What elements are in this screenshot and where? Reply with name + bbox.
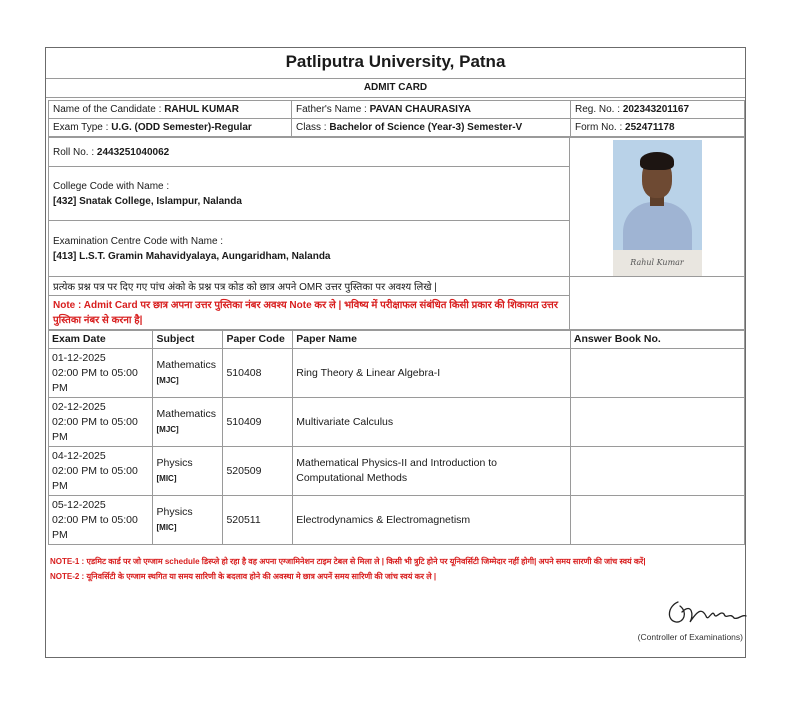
table-row [49,496,745,545]
paper-name: Ring Theory & Linear Algebra-I [293,349,571,398]
table-row [49,398,745,447]
college-cell [49,167,570,221]
omr-instruction: प्रत्येक प्रश्न पत्र पर दिए गए पांच अंको के प्रश्न पत्र कोड को छात्र अपने OMR उत्तर पुस्तिका पर अवश्य लिखे | [53,282,437,293]
answer-book-no [570,496,744,545]
note-2: NOTE-2 : यूनिवर्सिटी के एग्जाम स्थगित या समय सारिणी के बदलाव होने की अवस्था मे छात्र अपनें समय सारिणी की जांच स्वयं कर ले | [50,572,437,581]
document-title: ADMIT CARD [46,78,745,98]
exam-date: 05-12-2025 02:00 PM to 05:00 PM [49,496,153,545]
table-row [49,447,745,496]
admit-card [45,47,746,658]
form-no-cell [571,119,745,137]
class-name: Bachelor of Science (Year-3) Semester-V [329,122,523,133]
university-title: Patliputra University, Patna [46,48,745,79]
subject: Mathematics [MJC] [153,349,223,398]
form-no-label: Form No. : [575,122,626,133]
note-cell [49,296,570,331]
paper-code: 510409 [223,398,293,447]
controller-title: (Controller of Examinations) [637,632,743,642]
roll-no: 2443251040062 [96,146,170,158]
candidate-photo [613,140,702,276]
blank-cell [570,277,745,331]
roll-no-cell [49,138,570,167]
controller-signature [658,596,748,628]
exam-type-label: Exam Type : [53,122,112,133]
candidate-name-label: Name of the Candidate : [53,104,165,115]
form-no: 252471178 [625,122,675,133]
reg-no: 202343201167 [622,104,689,115]
class-label: Class : [296,122,330,133]
reg-no-label: Reg. No. : [575,104,623,115]
subject: Physics [MIC] [153,496,223,545]
exam-type-cell [49,119,292,137]
photo-signature: Rahul Kumar [613,250,702,276]
answer-book-no [570,349,744,398]
father-name: PAVAN CHAURASIYA [369,104,471,115]
subject: Physics [MIC] [153,447,223,496]
college-label: College Code with Name : [53,180,170,192]
candidate-info-table [48,100,745,137]
exam-date: 02-12-2025 02:00 PM to 05:00 PM [49,398,153,447]
father-name-cell [292,101,571,119]
reg-no-cell [571,101,745,119]
answer-book-note: Note : Admit Card पर छात्र अपना उत्तर पुस्तिका नंबर अवश्य Note कर ले | भविष्य में परीक्षाफल संबंधित किसी प्रकार की शिकायत उत्तर पुस्तिका नंबर से करना है| [53,300,558,326]
paper-code: 520511 [223,496,293,545]
notes-section [48,554,745,584]
header-answer-book: Answer Book No. [570,330,744,349]
omr-instruction-cell [49,277,570,296]
exam-date: 01-12-2025 02:00 PM to 05:00 PM [49,349,153,398]
paper-name: Mathematical Physics-II and Introduction to Computational Methods [293,447,571,496]
centre-cell [49,221,570,277]
header-exam-date: Exam Date [49,330,153,349]
header-paper-name: Paper Name [293,330,571,349]
subject: Mathematics [MJC] [153,398,223,447]
exam-type: U.G. (ODD Semester)-Regular [111,122,252,133]
candidate-details-table [48,137,745,331]
answer-book-no [570,447,744,496]
header-subject: Subject [153,330,223,349]
candidate-name-cell [49,101,292,119]
roll-no-label: Roll No. : [53,146,97,158]
exam-date: 04-12-2025 02:00 PM to 05:00 PM [49,447,153,496]
candidate-name: RAHUL KUMAR [164,104,239,115]
exam-schedule-table [48,329,745,545]
header-paper-code: Paper Code [223,330,293,349]
table-row [49,349,745,398]
centre-name: [413] L.S.T. Gramin Mahavidyalaya, Aungaridham, Nalanda [53,250,331,262]
photo-cell [570,138,745,277]
father-name-label: Father's Name : [296,104,370,115]
class-cell [292,119,571,137]
paper-name: Multivariate Calculus [293,398,571,447]
note-1: NOTE-1 : एडमिट कार्ड पर जो एग्जाम schedule डिस्प्ले हो रहा है वह अपना एग्जामिनेशन टाइम टेबल से मिला ले | किसी भी त्रुटि होने पर यूनिवर्सिटी जिम्मेदार नहीं होगी| अपने समय सारणी की जांच स्वयं करें| [50,557,646,566]
college-name: [432] Snatak College, Islampur, Nalanda [53,195,242,207]
paper-code: 520509 [223,447,293,496]
centre-label: Examination Centre Code with Name : [53,235,224,247]
paper-code: 510408 [223,349,293,398]
answer-book-no [570,398,744,447]
paper-name: Electrodynamics & Electromagnetism [293,496,571,545]
